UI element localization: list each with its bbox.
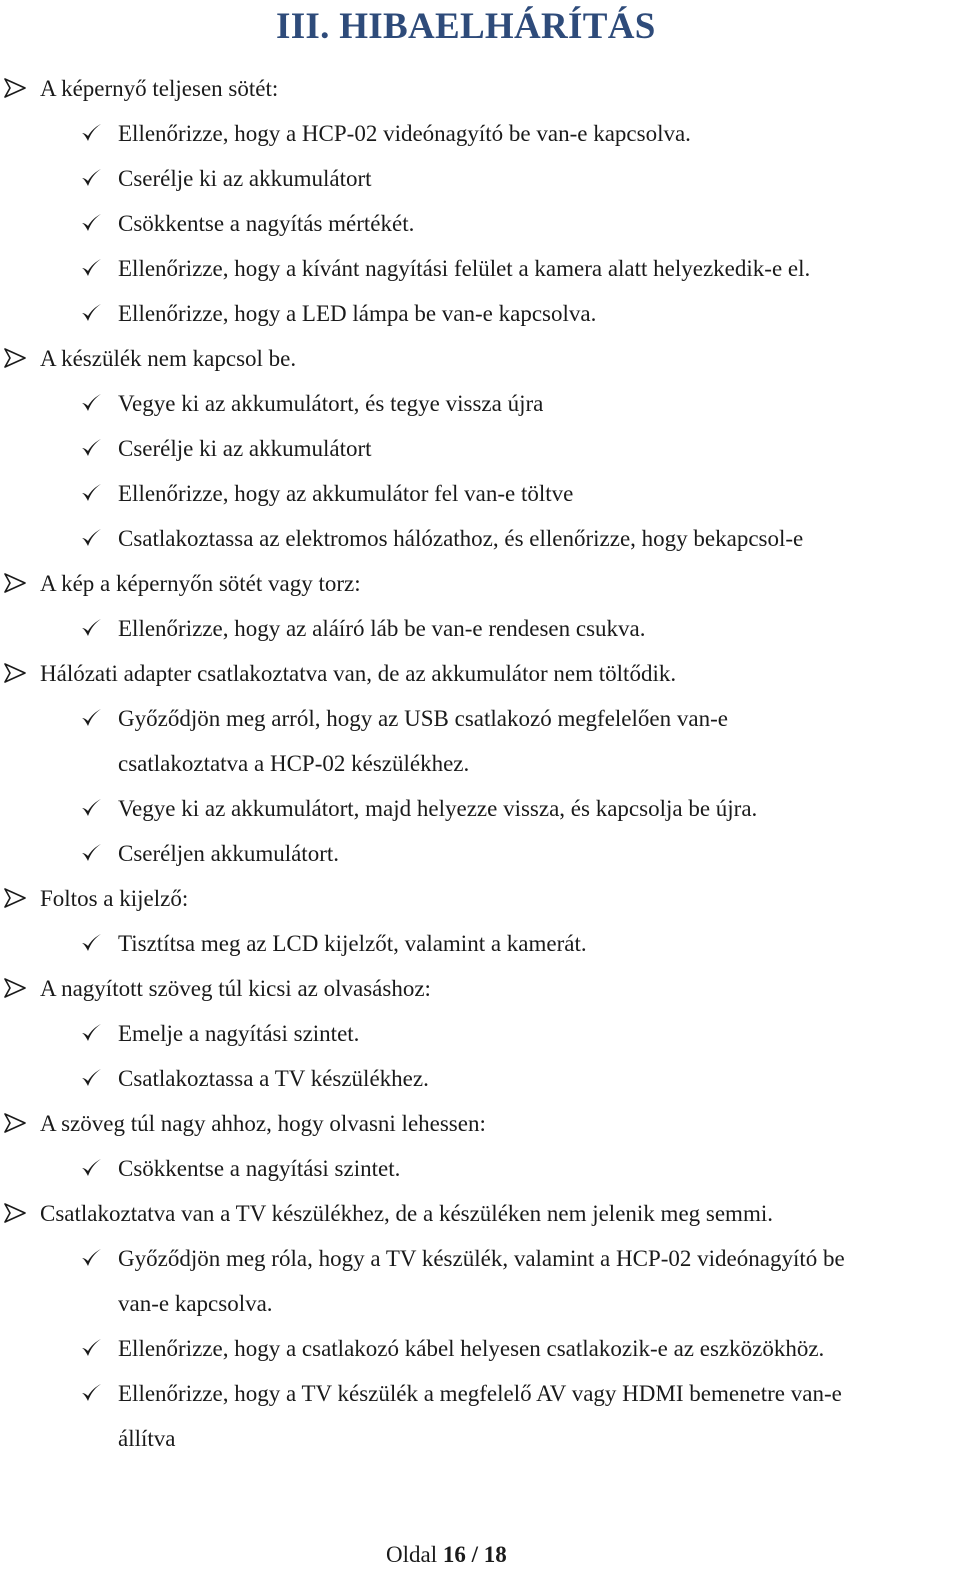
list-item-text: Ellenőrizze, hogy az akkumulátor fel van-e töltve [118,481,574,506]
list-item-text: Győződjön meg róla, hogy a TV készülék, valamint a HCP-02 videónagyító be [118,1246,845,1271]
list-item-text: Ellenőrizze, hogy a LED lámpa be van-e kapcsolva. [118,301,597,326]
section-title: Foltos a kijelző: [40,886,189,911]
checkmark-icon [80,1146,106,1191]
list-item [0,1326,960,1371]
list-item-text: csatlakoztatva a HCP-02 készülékhez. [118,751,470,776]
list-item-continuation [0,1281,960,1326]
page-prefix: Oldal [386,1542,438,1567]
list-item [0,381,960,426]
checkmark-icon [80,1011,106,1056]
list-item-continuation [0,1416,960,1461]
section-heading [0,876,960,921]
list-item [0,1056,960,1101]
section-title: A nagyított szöveg túl kicsi az olvasáshoz: [40,976,431,1001]
list-item-continuation [0,741,960,786]
list-item-text: Ellenőrizze, hogy a HCP-02 videónagyító be van-e kapcsolva. [118,121,691,146]
page-current: 16 [442,1542,466,1567]
checkmark-icon [80,1326,106,1371]
arrowhead-bullet-icon [4,561,28,606]
list-item [0,1011,960,1056]
page-heading: III. HIBAELHÁRÍTÁS [276,6,656,47]
list-item [0,111,960,156]
checkmark-icon [80,111,106,156]
list-item [0,1371,960,1416]
checkmark-icon [80,156,106,201]
checkmark-icon [80,246,106,291]
section-heading [0,651,960,696]
list-item-text: Csatlakoztassa a TV készülékhez. [118,1066,429,1091]
checkmark-icon [80,921,106,966]
section-heading [0,561,960,606]
checkmark-icon [80,786,106,831]
list-item [0,156,960,201]
section-title: Csatlakoztatva van a TV készülékhez, de a készüléken nem jelenik meg semmi. [40,1201,773,1226]
checkmark-icon [80,831,106,876]
list-item-text: Emelje a nagyítási szintet. [118,1021,360,1046]
section-title: A szöveg túl nagy ahhoz, hogy olvasni lehessen: [40,1111,486,1136]
page-number [386,1540,507,1570]
list-item-text: Ellenőrizze, hogy a kívánt nagyítási felület a kamera alatt helyezkedik-e el. [118,256,811,281]
arrowhead-bullet-icon [4,66,28,111]
arrowhead-bullet-icon [4,651,28,696]
list-item-text: Ellenőrizze, hogy a TV készülék a megfelelő AV vagy HDMI bemenetre van-e [118,1381,842,1406]
checkmark-icon [80,606,106,651]
section-heading [0,966,960,1011]
list-item-text: Vegye ki az akkumulátort, majd helyezze vissza, és kapcsolja be újra. [118,796,758,821]
list-item-text: állítva [118,1426,176,1451]
list-item [0,426,960,471]
list-item [0,831,960,876]
checkmark-icon [80,1236,106,1281]
page-total: 18 [483,1542,507,1567]
list-item [0,1236,960,1281]
checkmark-icon [80,1056,106,1101]
arrowhead-bullet-icon [4,336,28,381]
list-item [0,921,960,966]
list-item [0,201,960,246]
arrowhead-bullet-icon [4,966,28,1011]
list-item [0,1146,960,1191]
list-item-text: Tisztítsa meg az LCD kijelzőt, valamint a kamerát. [118,931,587,956]
checkmark-icon [80,516,106,561]
list-item-text: Cserélje ki az akkumulátort [118,166,372,191]
list-item [0,786,960,831]
section-title: Hálózati adapter csatlakoztatva van, de az akkumulátor nem töltődik. [40,661,677,686]
list-item-text: Cseréljen akkumulátort. [118,841,339,866]
checkmark-icon [80,201,106,246]
arrowhead-bullet-icon [4,876,28,921]
section-heading [0,1191,960,1236]
list-item [0,291,960,336]
section-title: A kép a képernyőn sötét vagy torz: [40,571,361,596]
troubleshooting-list [0,66,960,1461]
checkmark-icon [80,696,106,741]
list-item-text: van-e kapcsolva. [118,1291,273,1316]
list-item-text: Ellenőrizze, hogy a csatlakozó kábel helyesen csatlakozik-e az eszközökhöz. [118,1336,825,1361]
list-item-text: Csatlakoztassa az elektromos hálózathoz, és ellenőrizze, hogy bekapcsol-e [118,526,804,551]
section-title: A képernyő teljesen sötét: [40,76,279,101]
arrowhead-bullet-icon [4,1191,28,1236]
list-item [0,471,960,516]
section-heading [0,66,960,111]
list-item-text: Cserélje ki az akkumulátort [118,436,372,461]
section-heading [0,1101,960,1146]
list-item-text: Ellenőrizze, hogy az aláíró láb be van-e rendesen csukva. [118,616,646,641]
checkmark-icon [80,291,106,336]
list-item-text: Csökkentse a nagyítási szintet. [118,1156,401,1181]
list-item-text: Győződjön meg arról, hogy az USB csatlakozó megfelelően van-e [118,706,728,731]
checkmark-icon [80,381,106,426]
page-separator: / [471,1542,478,1567]
list-item [0,246,960,291]
checkmark-icon [80,1371,106,1416]
list-item-text: Vegye ki az akkumulátort, és tegye vissza újra [118,391,544,416]
arrowhead-bullet-icon [4,1101,28,1146]
checkmark-icon [80,426,106,471]
list-item [0,516,960,561]
checkmark-icon [80,471,106,516]
section-heading [0,336,960,381]
list-item [0,696,960,741]
section-title: A készülék nem kapcsol be. [40,346,297,371]
list-item [0,606,960,651]
list-item-text: Csökkentse a nagyítás mértékét. [118,211,415,236]
